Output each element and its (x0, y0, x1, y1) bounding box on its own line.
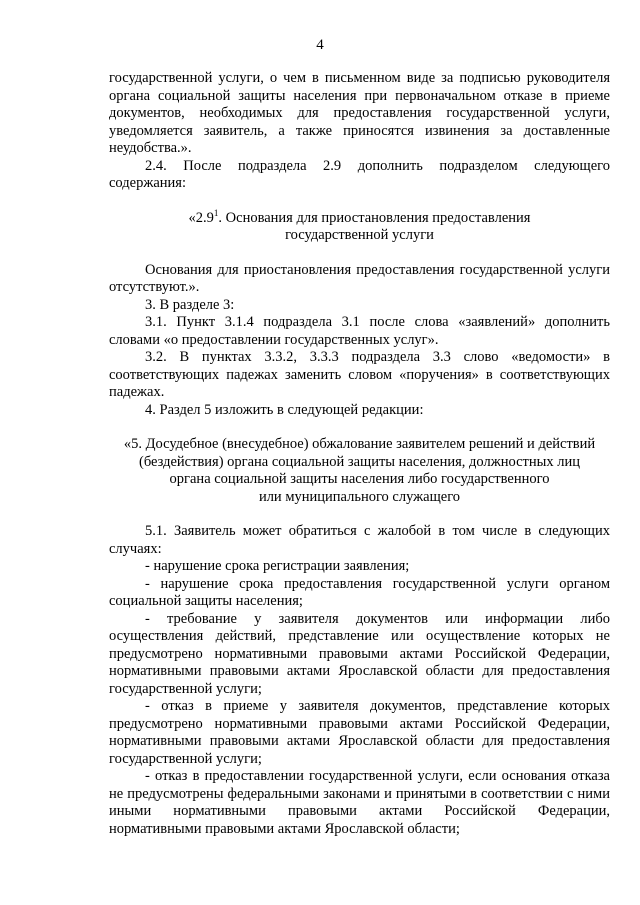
spacer (109, 245, 610, 262)
paragraph-2-4: 2.4. После подраздела 2.9 дополнить подразделом следующего содержания: (109, 157, 610, 191)
paragraph-grounds: Основания для приостановления предоставления государственной услуги отсутствуют.». (109, 261, 610, 295)
heading-5-line1: «5. Досудебное (внесудебное) обжалование заявителем решений и действий (123, 436, 596, 452)
heading-5-line3: органа социальной защиты населения либо государственного (169, 471, 550, 487)
spacer (109, 193, 610, 210)
list-item: - нарушение срока регистрации заявления; (145, 558, 410, 574)
heading-5-line4: или муниципального служащего (258, 488, 461, 505)
heading-section-5 (109, 436, 610, 506)
heading-2-9-superscript: 1 (213, 207, 219, 218)
paragraph-4: 4. Раздел 5 изложить в следующей редакции: (145, 401, 424, 418)
document-body (109, 70, 610, 838)
paragraph-3-2: 3.2. В пунктах 3.3.2, 3.3.3 подраздела 3.3 слово «ведомости» в соответствующих падежах заменить словом «поручения» в соответствующих падежах. (109, 349, 610, 400)
heading-2-9-prefix: «2.9 (188, 209, 214, 226)
heading-section-2-9 (109, 207, 610, 245)
paragraph-5-1: 5.1. Заявитель может обратиться с жалобой в том числе в следующих случаях: (109, 523, 610, 557)
paragraph-3-1: 3.1. Пункт 3.1.4 подраздела 3.1 после слова «заявлений» дополнить словами «о предоставлении государственных услуг». (109, 314, 610, 348)
spacer (109, 419, 610, 436)
spacer (109, 506, 610, 523)
list-item: - нарушение срока предоставления государственной услуги органом социальной защиты населения; (109, 575, 610, 609)
heading-2-9-line2: государственной услуги (285, 227, 434, 243)
page-number: 4 (316, 37, 324, 53)
heading-2-9-rest: . Основания для приостановления предоставления (218, 209, 531, 226)
list-item: - отказ в приеме у заявителя документов, представление которых предусмотрено нормативными правовыми актами Российской Федерации, нормативными правовыми актами Ярославской области для предоставления государственной услуги; (109, 698, 610, 767)
paragraph-continuation: государственной услуги, о чем в письменном виде за подписью руководителя органа социальной защиты населения при первоначальном отказе в приеме документов, необходимых для предоставления государственной услуги, уведомляется заявитель, а также приносятся извинения за доставленные неудобства.». (109, 70, 610, 156)
paragraph-3: 3. В разделе 3: (145, 296, 235, 313)
list-item: - отказ в предоставлении государственной услуги, если основания отказа не предусмотрены федеральными законами и принятыми в соответствии с ними иными нормативными правовыми актами Российской Федерации, нормативными правовыми актами Ярославской области; (109, 768, 610, 837)
heading-5-line2: (бездействия) органа социальной защиты населения, должностных лиц (139, 453, 580, 470)
list-item: - требование у заявителя документов или информации либо осуществления действий, представление или осуществление которых не предусмотрено нормативными правовыми актами Российской Федерации, нормативными правовыми актами Ярославской области для предоставления государственной услуги; (109, 610, 610, 697)
